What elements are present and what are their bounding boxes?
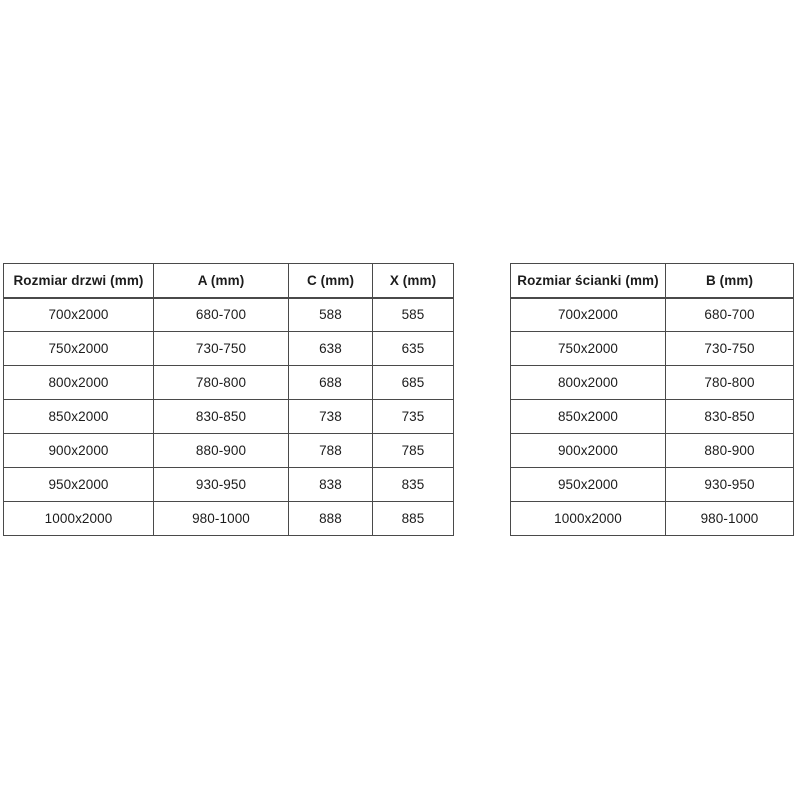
table-cell: 830-850 [154, 400, 289, 434]
table-cell: 835 [373, 468, 454, 502]
table-cell: 638 [289, 332, 373, 366]
table-cell: 685 [373, 366, 454, 400]
table-row [4, 468, 454, 502]
table-cell: 830-850 [666, 400, 794, 434]
table-cell: 800x2000 [4, 366, 154, 400]
table-cell: 1000x2000 [511, 502, 666, 536]
table-cell: 1000x2000 [4, 502, 154, 536]
table-row [511, 434, 794, 468]
table-cell: 750x2000 [4, 332, 154, 366]
table-cell: 730-750 [154, 332, 289, 366]
table-cell: 950x2000 [4, 468, 154, 502]
table-cell: 700x2000 [4, 298, 154, 332]
table-row [511, 298, 794, 332]
table-cell: 980-1000 [666, 502, 794, 536]
door-table-header-c: C (mm) [289, 264, 373, 298]
table-header-row [511, 264, 794, 298]
table-row [4, 400, 454, 434]
table-cell: 880-900 [154, 434, 289, 468]
table-row [511, 468, 794, 502]
table-cell: 780-800 [154, 366, 289, 400]
table-cell: 850x2000 [511, 400, 666, 434]
table-cell: 730-750 [666, 332, 794, 366]
door-table-header-size: Rozmiar drzwi (mm) [4, 264, 154, 298]
wall-table-header-size: Rozmiar ścianki (mm) [511, 264, 666, 298]
table-cell: 785 [373, 434, 454, 468]
wall-table-header-b: B (mm) [666, 264, 794, 298]
wall-size-table [510, 263, 794, 536]
table-cell: 735 [373, 400, 454, 434]
table-cell: 888 [289, 502, 373, 536]
table-row [4, 332, 454, 366]
table-cell: 688 [289, 366, 373, 400]
table-cell: 930-950 [154, 468, 289, 502]
table-cell: 880-900 [666, 434, 794, 468]
table-cell: 585 [373, 298, 454, 332]
table-row [4, 298, 454, 332]
table-header-row [4, 264, 454, 298]
table-cell: 588 [289, 298, 373, 332]
door-table-header-x: X (mm) [373, 264, 454, 298]
table-cell: 750x2000 [511, 332, 666, 366]
table-cell: 980-1000 [154, 502, 289, 536]
table-row [4, 366, 454, 400]
table-row [511, 366, 794, 400]
table-cell: 780-800 [666, 366, 794, 400]
table-cell: 930-950 [666, 468, 794, 502]
table-cell: 635 [373, 332, 454, 366]
table-cell: 900x2000 [4, 434, 154, 468]
table-cell: 800x2000 [511, 366, 666, 400]
table-row [511, 502, 794, 536]
table-row [511, 400, 794, 434]
table-row [4, 434, 454, 468]
table-cell: 680-700 [666, 298, 794, 332]
table-cell: 850x2000 [4, 400, 154, 434]
table-row [4, 502, 454, 536]
table-cell: 700x2000 [511, 298, 666, 332]
table-cell: 680-700 [154, 298, 289, 332]
door-size-table [3, 263, 454, 536]
table-cell: 838 [289, 468, 373, 502]
door-table-header-a: A (mm) [154, 264, 289, 298]
table-cell: 788 [289, 434, 373, 468]
table-cell: 900x2000 [511, 434, 666, 468]
table-cell: 738 [289, 400, 373, 434]
table-cell: 950x2000 [511, 468, 666, 502]
table-cell: 885 [373, 502, 454, 536]
table-row [511, 332, 794, 366]
